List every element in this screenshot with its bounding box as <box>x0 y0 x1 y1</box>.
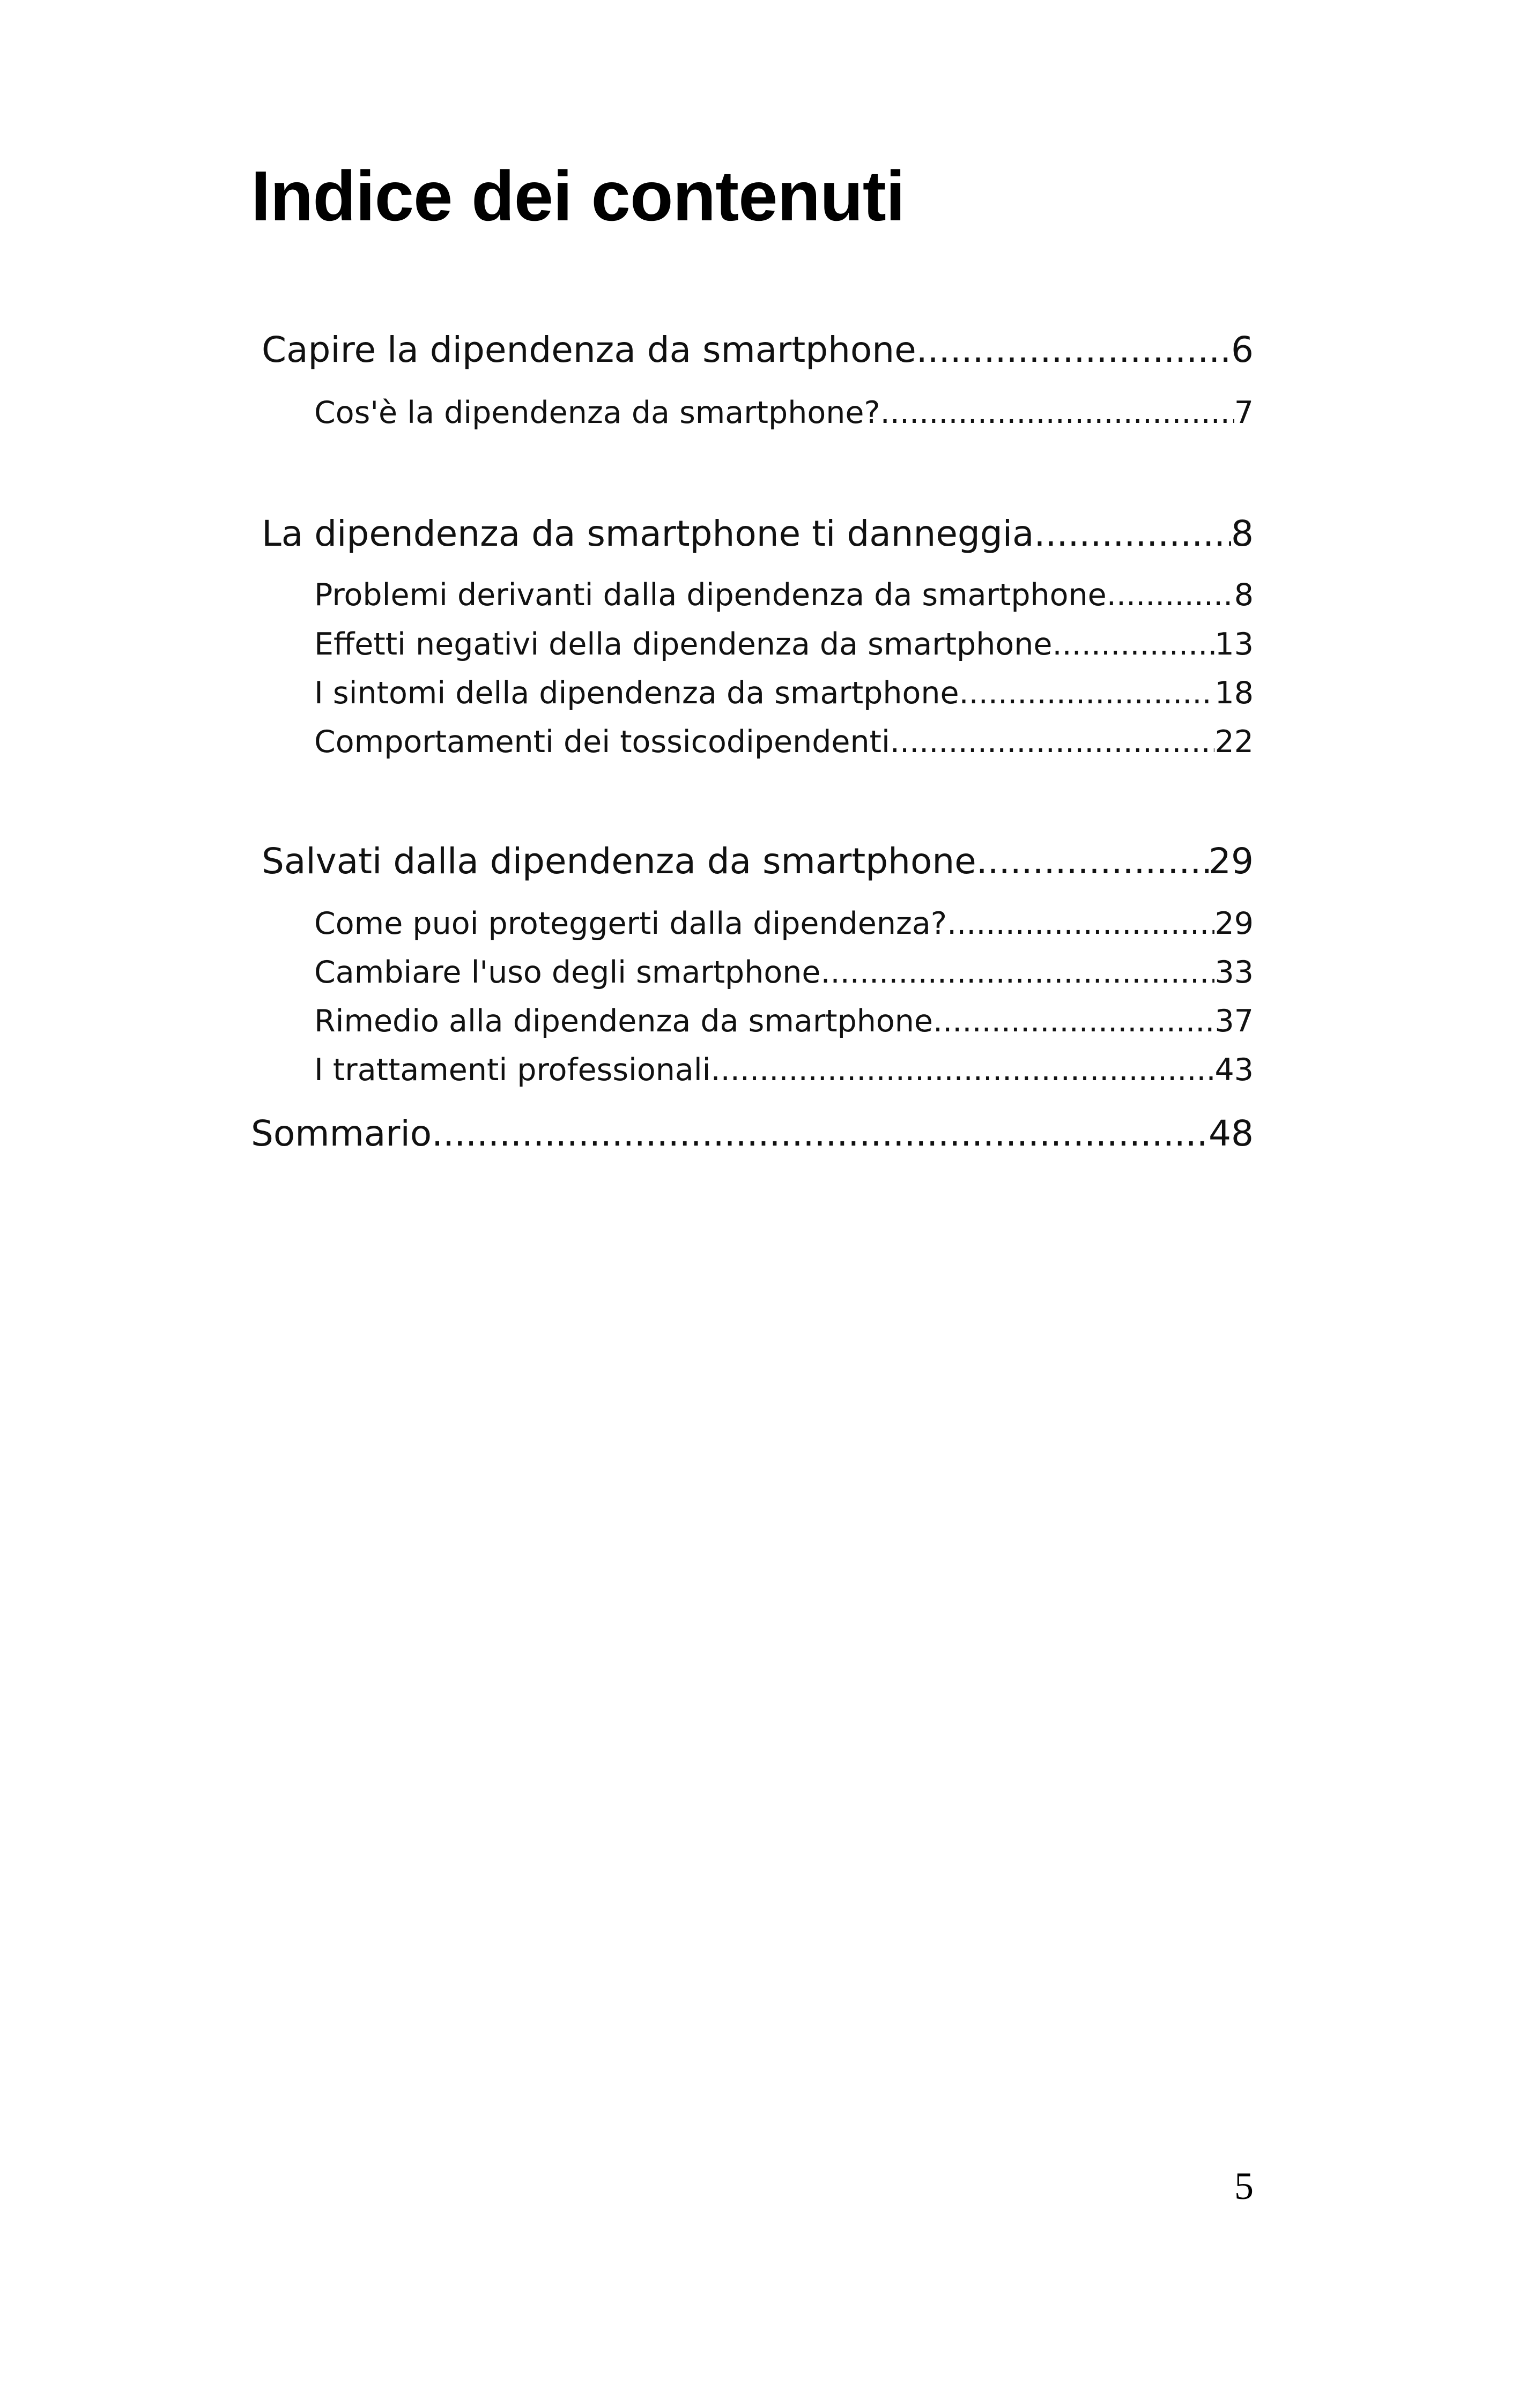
toc-section-1[interactable] <box>262 326 1254 374</box>
toc-item-label: Problemi derivanti dalla dipendenza da smartphone <box>314 577 1107 613</box>
toc-item-label: Cos'è la dipendenza da smartphone? <box>314 395 880 430</box>
toc-item-label: Effetti negativi della dipendenza da smartphone <box>314 627 1053 662</box>
toc-leader <box>1107 574 1234 616</box>
toc-section-3[interactable] <box>262 837 1254 886</box>
toc-item-label: Come puoi proteggerti dalla dipendenza? <box>314 906 947 941</box>
toc-item-label: I sintomi della dipendenza da smartphone <box>314 675 959 711</box>
toc-leader <box>890 720 1215 763</box>
toc-section-label: La dipendenza da smartphone ti danneggia <box>262 513 1034 554</box>
toc-leader <box>1052 623 1214 666</box>
toc-item[interactable] <box>314 1049 1254 1091</box>
toc-page-number: 22 <box>1214 724 1254 760</box>
toc-item[interactable] <box>314 1000 1254 1043</box>
toc-item[interactable] <box>314 902 1254 945</box>
toc-leader <box>711 1049 1215 1091</box>
page-title: Indice dei contenuti <box>251 157 905 235</box>
toc-leader <box>976 837 1209 886</box>
toc-summary[interactable] <box>251 1110 1254 1158</box>
toc-item-label: I trattamenti professionali <box>314 1052 711 1088</box>
toc-page-number: 6 <box>1231 329 1254 370</box>
toc-item-label: Rimedio alla dipendenza da smartphone <box>314 1004 933 1039</box>
toc-item[interactable] <box>314 623 1254 666</box>
toc-item[interactable] <box>314 720 1254 763</box>
toc-item-label: Cambiare l'uso degli smartphone <box>314 955 821 990</box>
toc-leader <box>959 672 1215 715</box>
toc-item-label: Comportamenti dei tossicodipendenti <box>314 724 890 760</box>
toc-section-label: Capire la dipendenza da smartphone <box>262 329 916 370</box>
toc-page-number: 13 <box>1214 627 1254 662</box>
toc-page-number: 8 <box>1231 513 1254 554</box>
toc-leader <box>916 326 1231 374</box>
toc-page-number: 29 <box>1209 841 1254 882</box>
toc-section-2[interactable] <box>262 510 1254 558</box>
toc-section-label: Salvati dalla dipendenza da smartphone <box>262 841 976 882</box>
toc-page-number: 29 <box>1214 906 1254 941</box>
toc-leader <box>820 951 1214 994</box>
page-number: 5 <box>1234 2165 1254 2208</box>
toc-leader <box>880 391 1234 434</box>
toc-page-number: 37 <box>1214 1004 1254 1039</box>
toc-page-number: 18 <box>1214 675 1254 711</box>
toc-leader <box>947 902 1214 945</box>
toc-page-number: 48 <box>1209 1113 1254 1154</box>
toc-item[interactable] <box>314 391 1254 434</box>
toc-item[interactable] <box>314 672 1254 715</box>
toc-page-number: 43 <box>1214 1052 1254 1088</box>
toc-leader <box>432 1110 1209 1158</box>
toc-page-number: 7 <box>1234 395 1254 430</box>
toc-leader <box>1034 510 1232 558</box>
toc-item[interactable] <box>314 951 1254 994</box>
toc-summary-label: Sommario <box>251 1113 432 1154</box>
toc-page-number: 33 <box>1214 955 1254 990</box>
toc-item[interactable] <box>314 574 1254 616</box>
toc-page-number: 8 <box>1234 577 1254 613</box>
toc-leader <box>933 1000 1214 1043</box>
